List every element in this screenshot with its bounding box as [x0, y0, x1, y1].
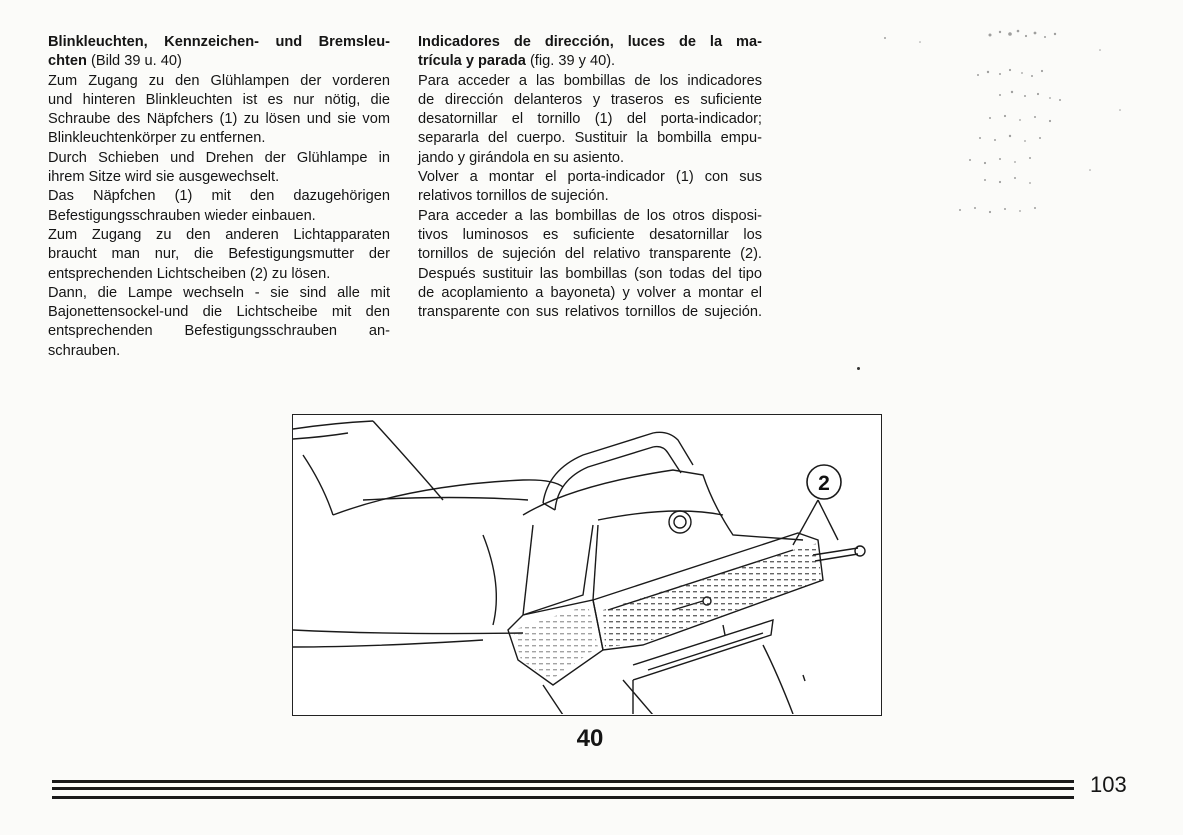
spanish-heading-ref: (fig. 39 y 40). [525, 53, 616, 70]
german-body-line: Durch Schieben und Drehen der Glühlampe in [48, 149, 390, 166]
spanish-body [418, 72, 762, 323]
spanish-heading-line-2: trícula y parada (fig. 39 y 40). [418, 53, 616, 70]
german-body-line: Bajonettensockel-und die Lichtscheibe mit den [48, 304, 390, 321]
spanish-body-line: tornillos de sujeción del relativo transparente (2). [418, 246, 762, 263]
german-heading-ref: (Bild 39 u. 40) [86, 53, 182, 70]
callout-label: 2 [818, 472, 830, 495]
rule-middle [52, 787, 1074, 790]
german-body-line: entsprechenden Befestigungsschrauben an- [48, 323, 390, 340]
german-body-line: Das Näpfchen (1) mit den dazugehörigen [48, 188, 390, 205]
spanish-body-line: separarla del cuerpo. Sustituir la bombilla empu- [418, 130, 762, 147]
german-column [48, 33, 390, 361]
german-body [48, 72, 390, 361]
german-body-line: entsprechenden Lichtscheiben (2) zu lösen. [48, 265, 331, 282]
spanish-body-line: Volver a montar el porta-indicador (1) con sus [418, 169, 762, 186]
spanish-body-line: relativos tornillos de sujeción. [418, 188, 609, 205]
spanish-body-line: Para acceder a las bombillas de los otros disposi- [418, 207, 762, 224]
german-body-line: Blinkleuchtenkörper zu entfernen. [48, 130, 266, 147]
german-body-line: und hinteren Blinkleuchten ist es nur nötig, die [48, 91, 390, 108]
german-body-line: ihrem Sitze wird sie ausgewechselt. [48, 169, 280, 186]
spanish-body-line: jando y girándola en su asiento. [418, 149, 625, 166]
german-body-line: Schraube des Näpfchers (1) zu lösen und sie vom [48, 111, 390, 128]
scan-speckle-noise [860, 20, 1160, 260]
spanish-body-line: de acoplamiento a bayoneta) y volver a montar el [418, 284, 762, 301]
spanish-body-line: tivos luminosos es suficiente desatornillar los [418, 226, 762, 243]
german-body-line: schrauben. [48, 342, 121, 359]
german-heading-line-2: chten (Bild 39 u. 40) [48, 53, 182, 70]
figure-40 [292, 414, 882, 716]
tail-light-illustration [293, 415, 880, 714]
german-body-line: Dann, die Lampe wechseln - sie sind alle mit [48, 284, 390, 301]
german-body-line: Befestigungsschrauben wieder einbauen. [48, 207, 316, 224]
rule-bottom [52, 796, 1074, 799]
german-body-line: Zum Zugang zu den anderen Lichtapparaten [48, 226, 390, 243]
rule-top [52, 780, 1074, 783]
spanish-column [418, 33, 762, 322]
german-body-line: Zum Zugang zu den Glühlampen der vorderen [48, 72, 390, 89]
spanish-body-line: desatornillar el tornillo (1) del porta-indicador; [418, 111, 762, 128]
german-body-line: braucht man nur, die Befestigungsmutter der [48, 246, 390, 263]
spanish-body-line: Para acceder a las bombillas de los indicadores [418, 72, 762, 89]
spanish-body-line: Después sustituir las bombillas (son todas del tipo [418, 265, 762, 282]
page-number: 103 [1090, 772, 1127, 797]
figure-number: 40 [576, 725, 604, 752]
spanish-body-line: de dirección delanteros y traseros es suficiente [418, 91, 762, 108]
german-heading-line-1: Blinkleuchten, Kennzeichen- und Bremsleu- [48, 34, 390, 50]
spanish-body-line: transparente con sus relativos tornillos de sujeción. [418, 304, 762, 321]
spanish-heading-line-1: Indicadores de dirección, luces de la ma- [418, 34, 762, 50]
scan-dot [857, 367, 860, 370]
